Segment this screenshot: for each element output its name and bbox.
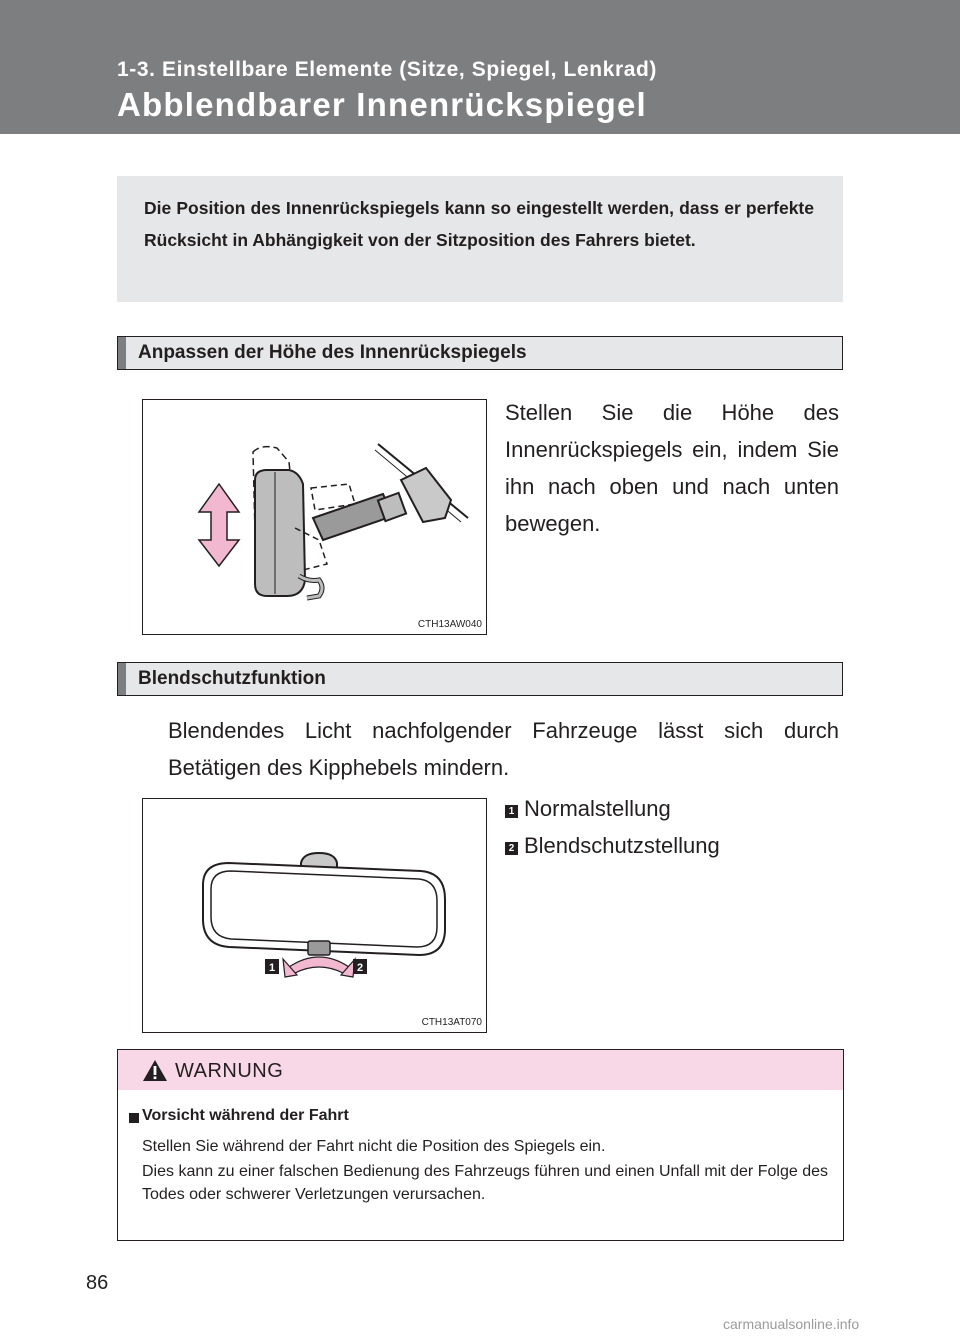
page-number: 86 bbox=[86, 1272, 109, 1294]
svg-text:1: 1 bbox=[268, 962, 276, 974]
warning-box bbox=[117, 1049, 844, 1241]
number-marker-2: 2 bbox=[505, 842, 518, 855]
watermark: carmanualsonline.info bbox=[723, 1316, 860, 1332]
section-title: 1-3. Einstellbare Elemente (Sitze, Spiegel, Lenkrad) bbox=[117, 58, 658, 81]
warning-text-line2: Dies kann zu einer falschen Bedienung des Fahrzeugs führen und einen Unfall mit der Folge des Todes oder schwerer Verletzungen verursachen. bbox=[142, 1163, 828, 1203]
legend-item-2 bbox=[505, 833, 720, 859]
legend-item-1 bbox=[505, 796, 671, 822]
chapter-header bbox=[0, 0, 960, 134]
section-heading-antiglare-text: Blendschutzfunktion bbox=[138, 668, 326, 689]
warning-subtitle: Vorsicht während der Fahrt bbox=[142, 1107, 349, 1124]
figure-mirror-height bbox=[142, 399, 487, 635]
legend-label: Normalstellung bbox=[524, 796, 671, 821]
legend-label: Blendschutzstellung bbox=[524, 833, 720, 858]
figure-code: CTH13AT070 bbox=[421, 1017, 482, 1028]
figure-antiglare-lever bbox=[142, 798, 487, 1033]
antiglare-instruction: Blendendes Licht nachfolgender Fahrzeuge lässt sich durch Betätigen des Kipphebels mindern. bbox=[168, 718, 839, 780]
warning-triangle-icon bbox=[142, 1059, 168, 1082]
number-marker-1: 1 bbox=[505, 805, 518, 818]
section-heading-height bbox=[117, 336, 843, 370]
page-title: Abblendbarer Innenrückspiegel bbox=[117, 86, 647, 123]
heading-accent bbox=[118, 663, 126, 695]
intro-box bbox=[117, 176, 843, 302]
warning-label: WARNUNG bbox=[175, 1060, 284, 1082]
svg-text:2: 2 bbox=[356, 962, 364, 974]
intro-text: Die Position des Innenrückspiegels kann so eingestellt werden, dass er perfekte Rücksicht in Abhängigkeit von der Sitzposition des Fahrers bietet. bbox=[144, 198, 814, 250]
warning-header bbox=[118, 1050, 843, 1090]
section-heading-antiglare bbox=[117, 662, 843, 696]
heading-accent bbox=[118, 337, 126, 369]
figure-code: CTH13AW040 bbox=[417, 619, 482, 630]
antiglare-illustration bbox=[143, 799, 486, 1032]
mirror-height-illustration bbox=[143, 400, 486, 634]
warning-text-line1: Stellen Sie während der Fahrt nicht die Position des Spiegels ein. bbox=[142, 1138, 606, 1155]
section-heading-height-text: Anpassen der Höhe des Innenrückspiegels bbox=[138, 342, 527, 363]
bullet-square-icon bbox=[129, 1113, 139, 1123]
height-instruction: Stellen Sie die Höhe des Innenrückspiegels ein, indem Sie ihn nach oben und nach unten bewegen. bbox=[505, 400, 839, 536]
